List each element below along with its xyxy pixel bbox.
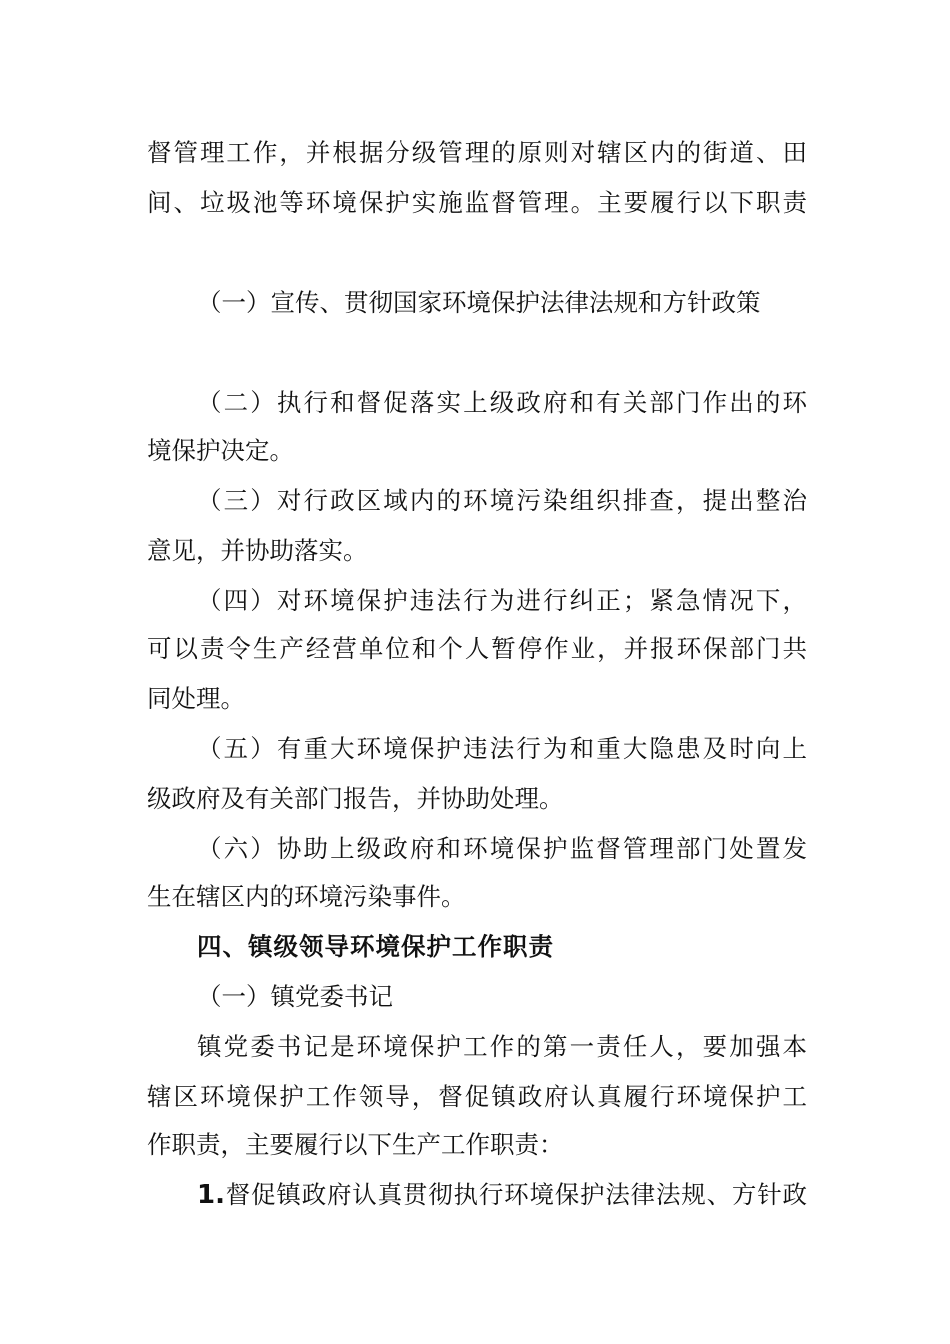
paragraph-line: 可以责令生产经营单位和个人暂停作业，并报环保部门共: [147, 634, 807, 663]
paragraph-line: 级政府及有关部门报告，并协助处理。: [147, 784, 564, 813]
list-item-1: （一）宣传、贯彻国家环境保护法律法规和方针政策: [197, 288, 761, 317]
paragraph-line: 辖区环境保护工作领导，督促镇政府认真履行环境保护工: [147, 1082, 807, 1111]
paragraph-line: 间、垃圾池等环境保护实施监督管理。主要履行以下职责: [147, 188, 807, 217]
paragraph-line: 同处理。: [147, 684, 245, 713]
paragraph-line: 生在辖区内的环境污染事件。: [147, 882, 466, 911]
sub-heading: （一）镇党委书记: [197, 982, 393, 1011]
list-item-5: （五）有重大环境保护违法行为和重大隐患及时向上: [197, 734, 807, 763]
numbered-item: [197, 1175, 807, 1215]
list-item-4: （四）对环境保护违法行为进行纠正；紧急情况下，: [197, 586, 807, 615]
item-number: 1.: [197, 1180, 225, 1210]
list-item-6: （六）协助上级政府和环境保护监督管理部门处置发: [197, 834, 807, 863]
paragraph-line: 督管理工作，并根据分级管理的原则对辖区内的街道、田: [147, 138, 807, 167]
paragraph-line: 作职责，主要履行以下生产工作职责：: [147, 1130, 564, 1159]
list-item-3: （三）对行政区域内的环境污染组织排查，提出整治: [197, 486, 807, 515]
paragraph-line: 镇党委书记是环境保护工作的第一责任人，要加强本: [197, 1032, 807, 1061]
section-heading: 四、镇级领导环境保护工作职责: [197, 932, 554, 961]
paragraph-line: 境保护决定。: [147, 436, 294, 465]
paragraph-line: 意见，并协助落实。: [147, 536, 368, 565]
item-text: 督促镇政府认真贯彻执行环境保护法律法规、方针政: [224, 1180, 807, 1209]
list-item-2: （二）执行和督促落实上级政府和有关部门作出的环: [197, 388, 807, 417]
